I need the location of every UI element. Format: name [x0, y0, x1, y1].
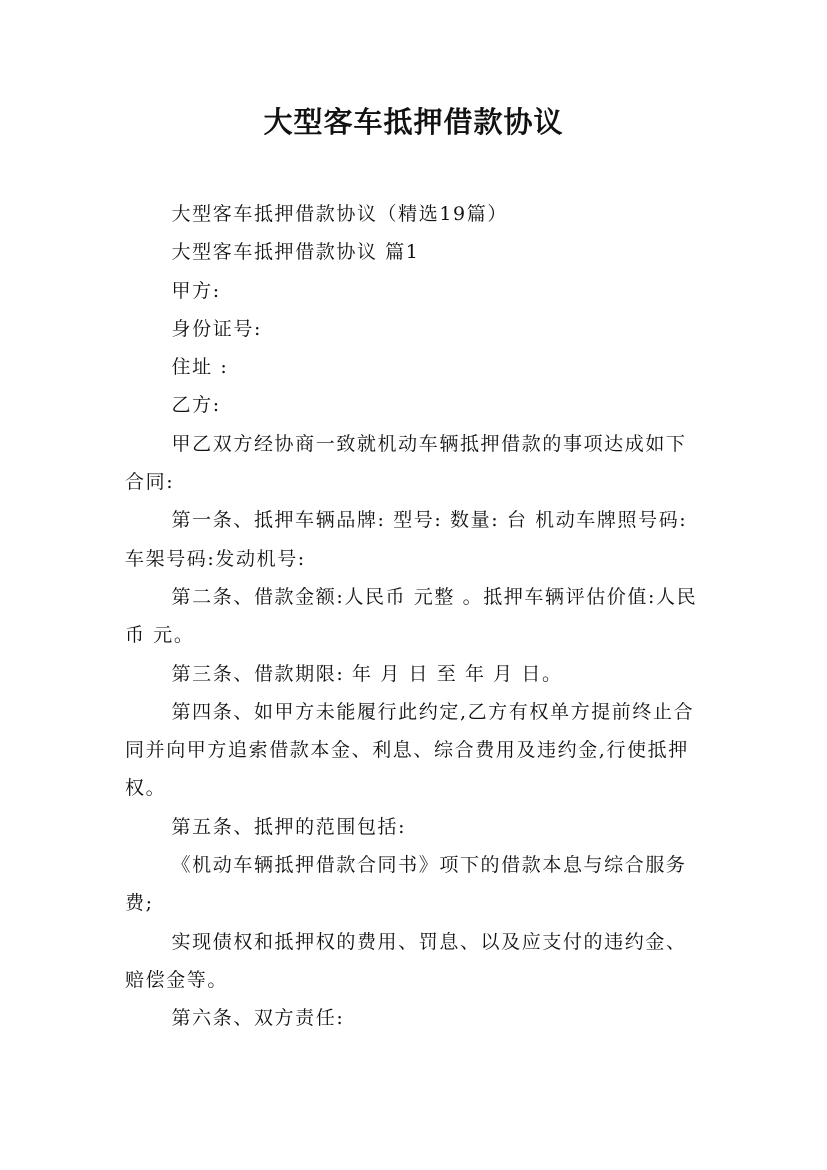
paragraph-article-2: 第二条、借款金额:人民币 元整 。抵押车辆评估价值:人民币 元。	[125, 585, 698, 647]
paragraph-party-a: 甲方:	[171, 279, 221, 302]
paragraph-party-b: 乙方:	[171, 394, 221, 417]
paragraph-article-6: 第六条、双方责任:	[171, 1007, 345, 1030]
document-body	[125, 195, 705, 1038]
paragraph-scope-item-2: 实现债权和抵押权的费用、罚息、以及应支付的违约金、赔偿金等。	[125, 930, 687, 991]
paragraph-agreement-intro: 甲乙双方经协商一致就机动车辆抵押借款的事项达成如下合同:	[125, 432, 687, 494]
paragraph-article-3: 第三条、借款期限: 年 月 日 至 年 月 日。	[171, 662, 563, 685]
paragraph-id-number: 身份证号:	[171, 317, 262, 340]
document-title: 大型客车抵押借款协议	[263, 105, 564, 139]
paragraph-address: 住址 :	[171, 356, 229, 379]
paragraph-article-4: 第四条、如甲方未能履行此约定,乙方有权单方提前终止合同并向甲方追索借款本金、利息、综合费用及违约金,行使抵押权。	[125, 700, 695, 800]
paragraph-article-5: 第五条、抵押的范围包括:	[171, 815, 407, 838]
paragraph-subtitle: 大型客车抵押借款协议（精选19篇）	[171, 203, 508, 225]
paragraph-scope-item-1: 《机动车辆抵押借款合同书》项下的借款本息与综合服务费;	[125, 854, 687, 915]
paragraph-section-heading: 大型客车抵押借款协议 篇1	[171, 241, 420, 264]
paragraph-article-1: 第一条、抵押车辆品牌: 型号: 数量: 台 机动车牌照号码: 车架号码:发动机号:	[125, 509, 695, 570]
